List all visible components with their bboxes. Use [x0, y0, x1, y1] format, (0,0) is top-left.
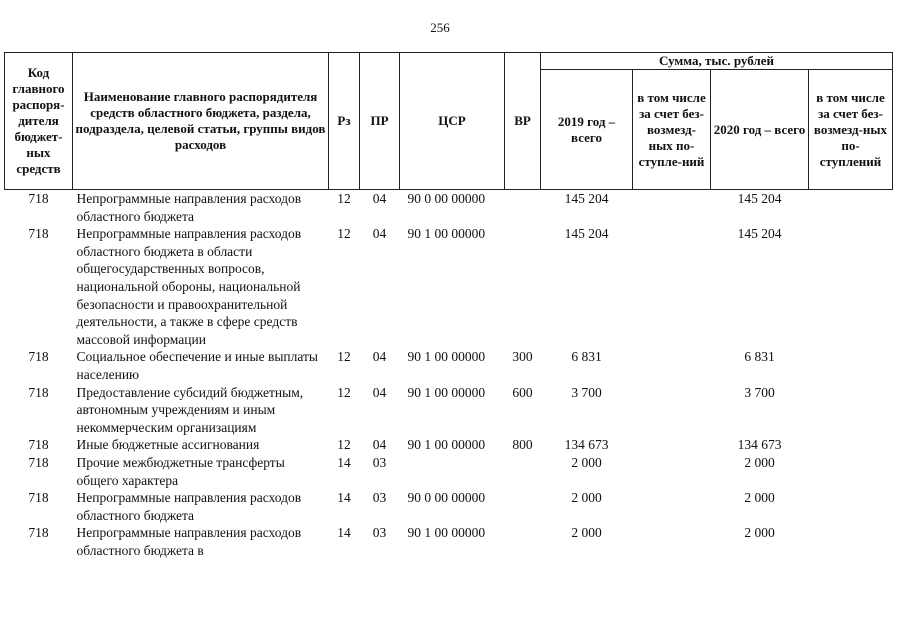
- cell-2019-free: [633, 524, 711, 559]
- cell-2020-total: 6 831: [744, 349, 775, 365]
- cell-2019-total: 3 700: [571, 384, 602, 400]
- cell-name: Непрограммные направления расходов областного бюджета в: [76, 525, 302, 558]
- cell-code: 718: [28, 490, 49, 506]
- cell-code: 718: [28, 191, 49, 206]
- table-row: [5, 489, 893, 524]
- header-pr: ПР: [360, 53, 400, 190]
- cell-code: 718: [28, 454, 49, 470]
- cell-name: Непрограммные направления расходов областного бюджета: [76, 191, 302, 224]
- cell-2019-total: 2 000: [571, 454, 602, 470]
- cell-2020-total: 2 000: [744, 490, 775, 506]
- cell-csr: [400, 454, 505, 489]
- cell-2019-total: 2 000: [571, 525, 602, 541]
- cell-vr: [505, 524, 541, 559]
- cell-csr: 90 1 00 00000: [407, 437, 486, 453]
- cell-vr: 800: [512, 437, 533, 453]
- cell-name: Социальное обеспечение и иные выплаты населению: [76, 349, 318, 382]
- cell-2020-free: [809, 348, 893, 383]
- cell-2020-free: [809, 454, 893, 489]
- header-2019-free: в том числе за счет без-возмезд-ных по-ступле-ний: [633, 70, 711, 190]
- cell-2020-total: 2 000: [744, 525, 775, 541]
- header-sum-group: Сумма, тыс. рублей: [541, 53, 893, 70]
- budget-table: [4, 52, 893, 559]
- cell-2020-total: 2 000: [744, 454, 775, 470]
- cell-csr: 90 1 00 00000: [407, 384, 486, 400]
- cell-csr: 90 0 00 00000: [407, 490, 486, 506]
- page-number: 256: [430, 20, 450, 35]
- cell-csr: 90 1 00 00000: [407, 349, 486, 365]
- cell-pr: 04: [372, 437, 387, 453]
- cell-vr: [505, 454, 541, 489]
- cell-2019-free: [633, 190, 711, 226]
- cell-rz: 12: [337, 437, 351, 453]
- cell-rz: 12: [337, 384, 351, 400]
- cell-code: 718: [28, 437, 49, 453]
- cell-2019-total: 6 831: [571, 349, 602, 365]
- header-csr: ЦСР: [400, 53, 505, 190]
- cell-rz: 12: [337, 191, 351, 206]
- cell-rz: 14: [337, 490, 351, 506]
- cell-code: 718: [28, 525, 49, 541]
- header-code: Код главного распоря-дителя бюджет-ных средств: [5, 53, 73, 190]
- cell-2020-free: [809, 384, 893, 437]
- table-row: [5, 436, 893, 454]
- cell-name: Предоставление субсидий бюджетным, автономным учреждениям и иным некоммерческим организациям: [76, 384, 304, 435]
- header-2019-total: 2019 год – всего: [541, 70, 633, 190]
- cell-2019-free: [633, 348, 711, 383]
- cell-2020-total: 3 700: [744, 384, 775, 400]
- cell-2020-total: 134 673: [737, 437, 782, 453]
- header-2020-free: в том числе за счет без-возмезд-ных по-ступлений: [809, 70, 893, 190]
- cell-vr: [505, 225, 541, 348]
- cell-pr: 04: [372, 191, 387, 206]
- cell-2019-free: [633, 489, 711, 524]
- table-row: [5, 190, 893, 226]
- table-body: [5, 190, 893, 560]
- cell-rz: 14: [337, 454, 351, 470]
- cell-name: Непрограммные направления расходов областного бюджета: [76, 490, 302, 523]
- cell-vr: [505, 489, 541, 524]
- cell-code: 718: [28, 349, 49, 365]
- cell-2020-total: 145 204: [737, 191, 782, 206]
- cell-pr: 04: [372, 226, 387, 242]
- cell-2020-free: [809, 225, 893, 348]
- cell-code: 718: [28, 384, 49, 400]
- header-vr: ВР: [505, 53, 541, 190]
- cell-2019-total: 2 000: [571, 490, 602, 506]
- header-rz: Рз: [329, 53, 360, 190]
- cell-2019-free: [633, 454, 711, 489]
- cell-2020-free: [809, 190, 893, 226]
- cell-rz: 12: [337, 226, 351, 242]
- table-row: [5, 454, 893, 489]
- table-row: [5, 348, 893, 383]
- header-name: Наименование главного распорядителя средств областного бюджета, раздела, подраздела, целевой статьи, группы видов расходов: [73, 53, 329, 190]
- cell-2020-free: [809, 489, 893, 524]
- cell-vr: 600: [512, 384, 533, 400]
- cell-2020-total: 145 204: [737, 226, 782, 242]
- cell-2019-free: [633, 225, 711, 348]
- table-row: [5, 524, 893, 559]
- cell-pr: 04: [372, 384, 387, 400]
- cell-2020-free: [809, 524, 893, 559]
- cell-rz: 12: [337, 349, 351, 365]
- cell-pr: 03: [372, 525, 387, 541]
- cell-name: Прочие межбюджетные трансферты общего характера: [76, 454, 285, 488]
- cell-csr: 90 1 00 00000: [407, 525, 486, 541]
- cell-name: Непрограммные направления расходов областного бюджета в области общегосударственных вопросов, национальной обороны, национальной безопасности и правоохранительной деятельности, а также в сфере средств массовой информации: [76, 226, 302, 347]
- cell-2019-free: [633, 384, 711, 437]
- header-2020-total: 2020 год – всего: [711, 70, 809, 190]
- cell-pr: 03: [372, 454, 387, 470]
- cell-2019-total: 145 204: [564, 226, 609, 242]
- cell-2019-total: 134 673: [564, 437, 609, 453]
- cell-vr: [505, 190, 541, 226]
- cell-csr: 90 0 00 00000: [407, 191, 486, 206]
- cell-code: 718: [28, 226, 49, 242]
- cell-pr: 03: [372, 490, 387, 506]
- table-header: [5, 53, 893, 190]
- cell-rz: 14: [337, 525, 351, 541]
- cell-vr: 300: [512, 349, 533, 365]
- cell-name: Иные бюджетные ассигнования: [76, 437, 260, 453]
- cell-2020-free: [809, 436, 893, 454]
- table-row: [5, 225, 893, 348]
- table-row: [5, 384, 893, 437]
- cell-2019-free: [633, 436, 711, 454]
- cell-csr: 90 1 00 00000: [407, 226, 486, 242]
- cell-pr: 04: [372, 349, 387, 365]
- cell-2019-total: 145 204: [564, 191, 609, 206]
